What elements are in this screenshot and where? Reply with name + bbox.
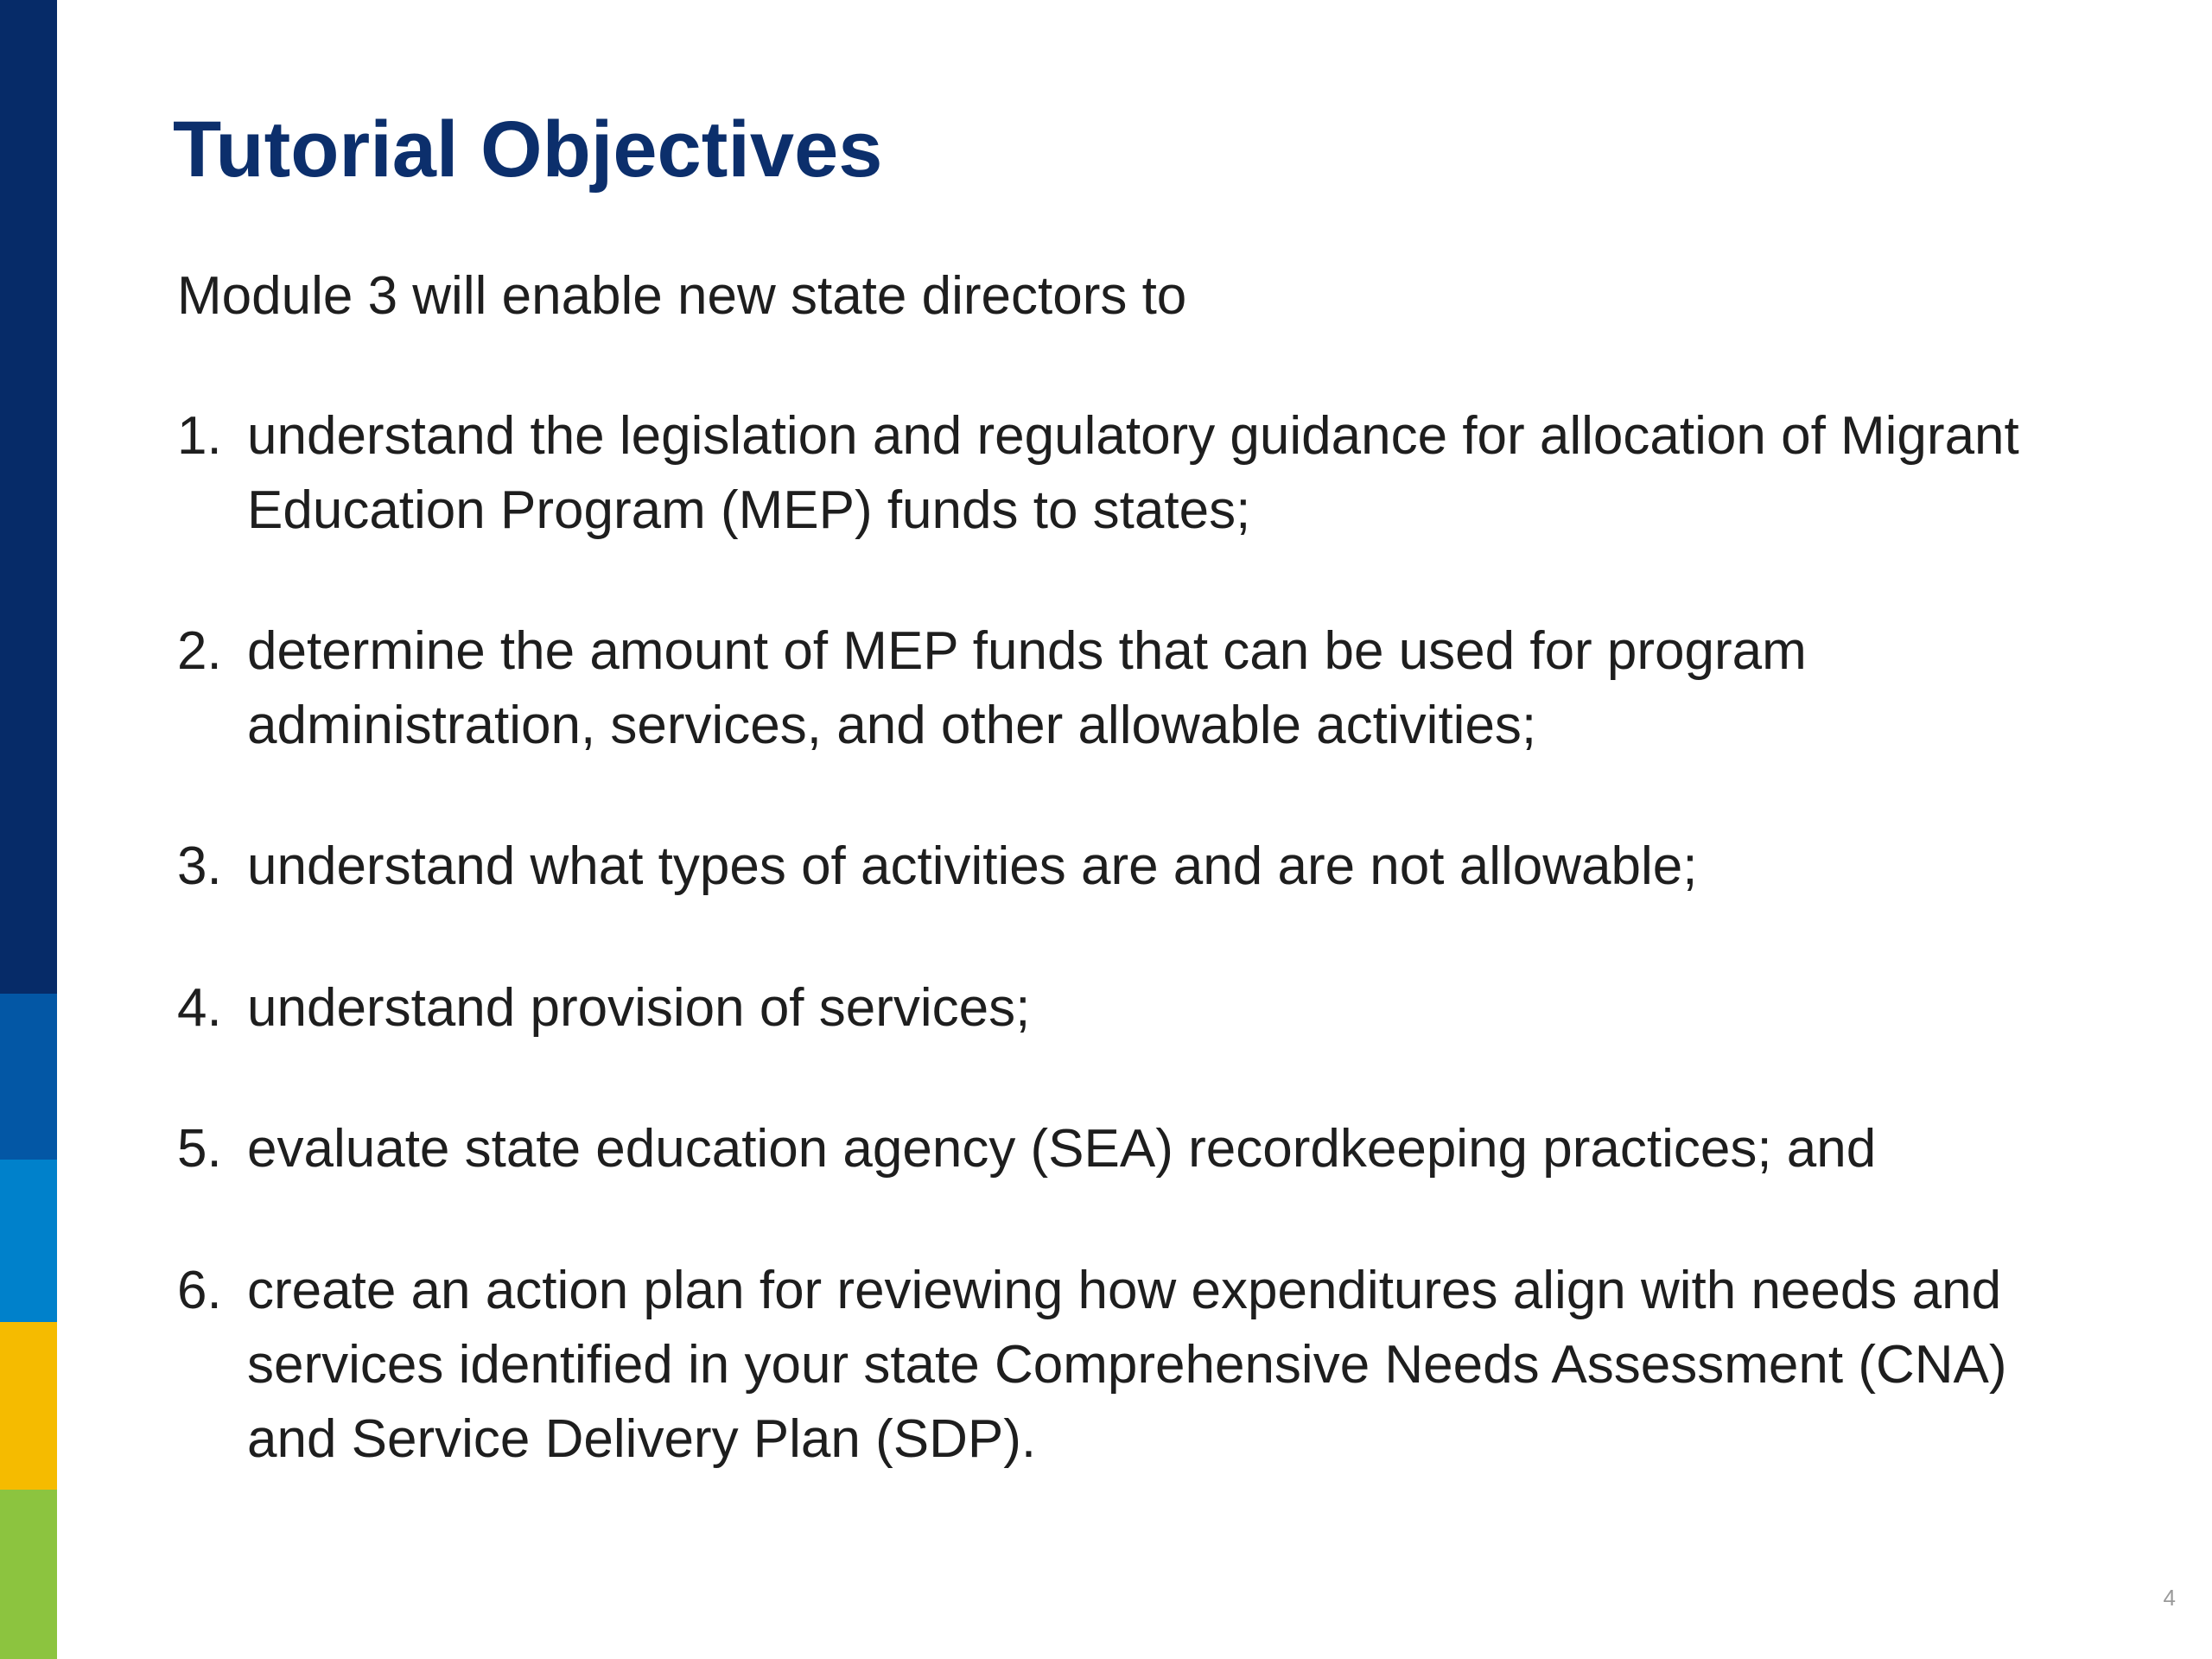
bar-segment-navy [0,0,57,994]
objective-number: 4. [177,978,222,1038]
objective-text: evaluate state education agency (SEA) recordkeeping practices; and [247,1119,1877,1179]
objective-item-6 [177,1254,2061,1477]
bar-segment-green [0,1490,57,1659]
objective-number: 2. [177,621,222,681]
objective-text: create an action plan for reviewing how expenditures align with needs and services identified in your state Comprehensive Needs Assessment (CNA) and Service Delivery Plan (SDP). [247,1261,2007,1469]
bar-segment-blue [0,994,57,1160]
objective-item-5 [177,1112,2113,1186]
objective-text: determine the amount of MEP funds that can be used for program administration, services, and other allowable activities; [247,621,1807,755]
objective-item-1 [177,399,2113,548]
objective-text: understand what types of activities are and are not allowable; [247,836,1698,896]
objective-number: 6. [177,1261,222,1320]
objective-item-3 [177,830,2113,904]
page-number: 4 [2163,1585,2176,1611]
slide-title: Tutorial Objectives [173,105,883,194]
side-color-bar [0,0,57,1659]
bar-segment-yellow [0,1322,57,1490]
bar-segment-light-blue [0,1160,57,1322]
objective-text: understand provision of services; [247,978,1031,1038]
objective-item-4 [177,971,2113,1046]
objective-item-2 [177,614,2113,763]
objective-text: understand the legislation and regulatory guidance for allocation of Migrant Education Program (MEP) funds to states; [247,406,2019,540]
intro-text: Module 3 will enable new state directors to [177,266,1187,326]
objective-number: 3. [177,836,222,896]
objective-number: 5. [177,1119,222,1179]
objective-number: 1. [177,406,222,466]
